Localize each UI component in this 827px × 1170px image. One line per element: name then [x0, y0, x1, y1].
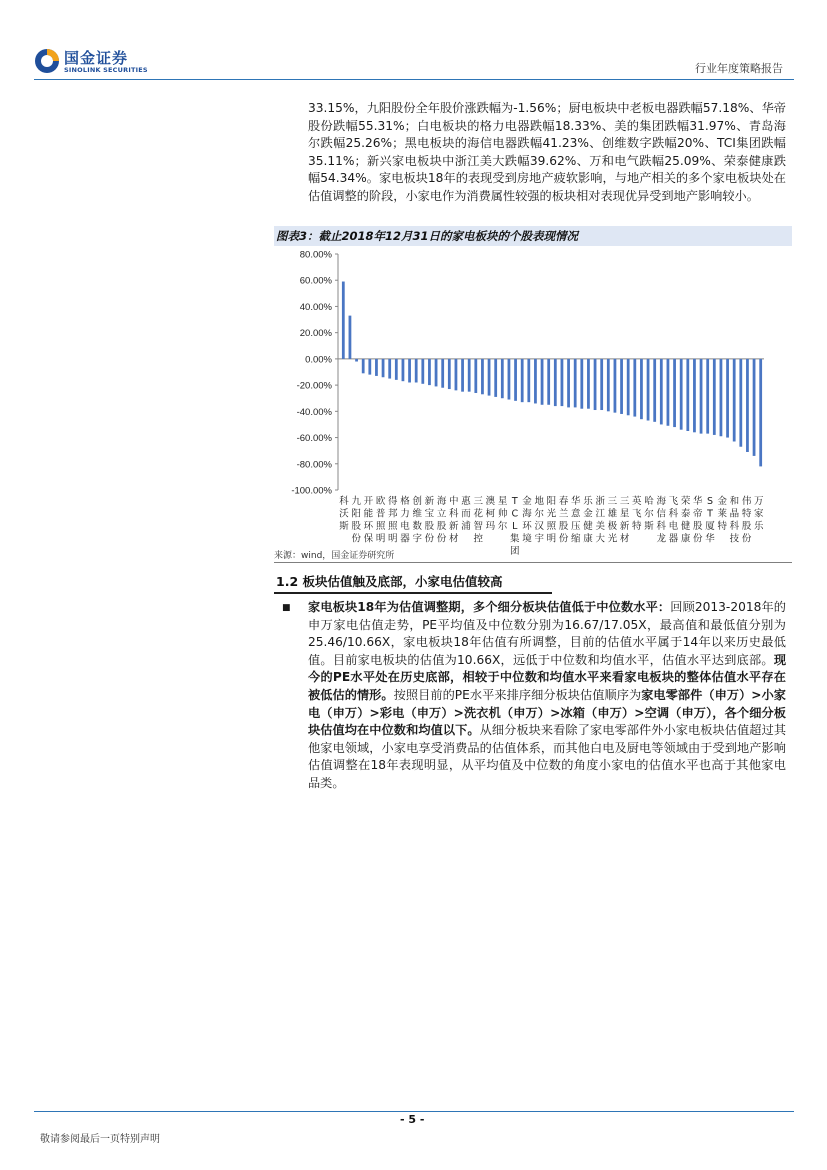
- bar: [501, 359, 504, 398]
- x-tick-label: 华意压缩: [571, 496, 581, 545]
- bar: [746, 359, 749, 452]
- bar: [693, 359, 696, 432]
- x-tick-label: 华帝股份: [693, 496, 703, 545]
- y-tick-label: -60.00%: [296, 433, 332, 445]
- logo-text-en: SINOLINK SECURITIES: [64, 66, 148, 74]
- x-tick-label: 海信科龙: [656, 496, 666, 545]
- bar: [362, 359, 365, 373]
- y-tick-label: 40.00%: [299, 301, 332, 313]
- x-tick-label: 三花智控: [473, 496, 483, 545]
- bar: [534, 359, 537, 404]
- bar: [368, 359, 371, 375]
- x-tick-label: 惠而浦: [461, 496, 471, 532]
- bar: [342, 282, 345, 359]
- bar: [594, 359, 597, 410]
- p2-text-1: 回顾2013-2018年的申万家电估值走势，PE平均值及中位数分别为16.67/17.05X，最高值和最低值分别为25.46/10.66X，家电板块18年估值有所调整，目前的估值水平属于14年以来历史最低值。目前家电板块的估值为10.66X，远低于中位数和均值水平，估值水平达到底部。: [308, 600, 786, 667]
- x-tick-label: 三星新材: [619, 496, 630, 545]
- bar: [614, 359, 617, 413]
- y-tick-label: -100.00%: [291, 485, 332, 497]
- bar: [653, 359, 656, 422]
- x-tick-label: 阳光照明: [546, 496, 557, 545]
- x-tick-label: T C L 集团: [510, 496, 520, 557]
- section-divider: [274, 562, 792, 563]
- x-tick-label: 格力电器: [400, 496, 410, 545]
- x-tick-label: 得邦照明: [388, 496, 398, 545]
- x-tick-label: 飞科电器: [668, 496, 679, 545]
- bar: [402, 359, 405, 381]
- x-tick-label: 澳柯玛: [485, 496, 496, 532]
- y-tick-label: 60.00%: [299, 275, 332, 287]
- bar: [673, 359, 676, 427]
- bar: [415, 359, 418, 383]
- bar: [461, 359, 464, 392]
- bars: [342, 282, 762, 467]
- bar: [726, 359, 729, 438]
- y-tick-label: -40.00%: [296, 406, 332, 418]
- bar: [633, 359, 636, 417]
- bar: [408, 359, 411, 383]
- bar: [733, 359, 736, 442]
- x-tick-label: 科沃斯: [339, 496, 349, 532]
- bar: [753, 359, 756, 456]
- bar: [713, 359, 716, 435]
- x-tick-label: 新宝股份: [424, 496, 435, 545]
- y-tick-label: 0.00%: [305, 354, 332, 366]
- x-tick-label: 和晶科技: [729, 496, 740, 545]
- bar: [541, 359, 544, 405]
- x-axis-labels: [339, 495, 764, 557]
- bar: [527, 359, 530, 402]
- bar: [448, 359, 451, 389]
- figure-title: 图表3：截止2018年12月31日的家电板块的个股表现情况: [276, 229, 579, 243]
- bar: [388, 359, 391, 379]
- section-title: 1.2 板块估值触及底部，小家电估值较高: [276, 574, 503, 589]
- x-tick-label: 海立股份: [436, 496, 447, 545]
- bar: [508, 359, 511, 400]
- p2-text-3: 从细分板块来看除了家电零部件外小家电板块估值超过其他家电领域，小家电享受消费品的估值体系，而其他白电及厨电等领域由于受到地产影响估值调整在18年表现明显，从平均值及中位数的角度小家电的估值水平也高于其他家电品类。: [308, 723, 787, 790]
- footer-disclaimer: 敬请参阅最后一页特别声明: [40, 1134, 160, 1145]
- bar: [514, 359, 517, 401]
- figure-source: 来源：wind，国金证券研究所: [274, 551, 395, 561]
- bullet-marker: ■: [282, 603, 291, 613]
- page-number: - 5 -: [400, 1113, 425, 1126]
- x-tick-label: 三雄极光: [607, 496, 618, 545]
- bar: [686, 359, 689, 431]
- bar: [395, 359, 398, 380]
- bar: [640, 359, 643, 419]
- bar: [759, 359, 762, 467]
- y-tick-label: -80.00%: [296, 459, 332, 471]
- bar: [561, 359, 564, 406]
- bar: [620, 359, 623, 414]
- x-tick-label: 欧普照明: [375, 496, 386, 545]
- p2-bold-2: 现今的PE水平处在历史底部，相较于中位数和均值水平来看家电板块的整体估值水平存在被低估的情形。: [308, 652, 786, 702]
- x-tick-label: 哈尔斯: [644, 496, 654, 532]
- bar: [706, 359, 709, 434]
- bar: [600, 359, 603, 410]
- bar: [720, 359, 723, 436]
- p2-lead: 家电板块18年为估值调整期，多个细分板块估值低于中位数水平：: [308, 600, 671, 614]
- bar: [667, 359, 670, 426]
- bar: [660, 359, 663, 425]
- bar: [474, 359, 477, 393]
- bar: [607, 359, 610, 411]
- bar: [441, 359, 444, 388]
- bar: [587, 359, 590, 409]
- footer-divider: [34, 1111, 794, 1112]
- bar: [547, 359, 550, 405]
- bar: [521, 359, 524, 402]
- bar: [481, 359, 484, 394]
- x-tick-label: 荣泰健康: [680, 496, 691, 545]
- header-divider: [34, 79, 794, 80]
- logo-text-cn: 国金证券: [64, 49, 129, 67]
- bar: [680, 359, 683, 430]
- sinolink-logo-icon: [34, 48, 60, 74]
- bar: [494, 359, 497, 397]
- bar: [488, 359, 491, 396]
- bar: [554, 359, 557, 406]
- bar: [355, 359, 358, 362]
- bar: [580, 359, 583, 409]
- x-tick-label: 万家乐: [754, 496, 764, 532]
- x-tick-label: 地尔汉宇: [534, 496, 544, 545]
- x-tick-label: 金莱特: [717, 496, 727, 532]
- bar: [739, 359, 742, 447]
- x-tick-label: 浙江美大: [595, 496, 605, 545]
- bar: [455, 359, 458, 390]
- bar: [574, 359, 577, 408]
- bar: [567, 359, 570, 408]
- y-tick-label: 20.00%: [299, 328, 332, 340]
- bar: [468, 359, 471, 392]
- body-paragraph-1: 33.15%，九阳股份全年股价涨跌幅为-1.56%；厨电板块中老板电器跌幅57.18%、华帝股份跌幅55.31%；白电板块的格力电器跌幅18.33%、美的集团跌幅31.97%、青岛海尔跌幅25.26%；黑电板块的海信电器跌幅41.23%、创维数字跌幅20%、TCI集团跌幅35.11%；新兴家电板块中浙江美大跌幅39.62%、万和电气跌幅25.09%、荣泰健康跌幅54.34%。家电板块18年的表现受到房地产疲软影响，与地产相关的多个家电板块处在估值调整的阶段，小家电作为消费属性较强的板块相对表现优异受到地产影响较小。: [308, 101, 786, 203]
- x-tick-label: 开能环保: [363, 496, 374, 545]
- bar: [428, 359, 431, 385]
- p2-bold-3: 家电零部件（申万）>小家电（申万）>彩电（申万）>洗衣机（申万）>冰箱（申万）>空调（申万），各个细分板块估值均在中位数和均值以下。: [308, 687, 786, 738]
- x-tick-label: 星帅尔: [497, 496, 508, 532]
- p2-text-2: 按照目前的PE水平来排序细分板块估值顺序为: [393, 687, 642, 702]
- x-tick-label: S T 厦华: [705, 496, 715, 545]
- bar: [627, 359, 630, 415]
- x-tick-label: 乐金健康: [583, 496, 593, 545]
- bar: [647, 359, 650, 421]
- body-paragraph-2: [308, 599, 786, 793]
- y-tick-label: 80.00%: [299, 249, 332, 261]
- section-title-underline: [274, 592, 552, 594]
- x-tick-label: 英飞特: [632, 496, 642, 532]
- bar: [700, 359, 703, 434]
- bar: [382, 359, 385, 377]
- bar: [349, 316, 352, 359]
- x-tick-label: 创维数字: [412, 496, 422, 545]
- bar: [375, 359, 378, 376]
- bar: [421, 359, 424, 384]
- x-tick-label: 春兰股份: [558, 496, 569, 545]
- x-tick-label: 金海环境: [522, 496, 532, 545]
- bar: [435, 359, 438, 387]
- x-tick-label: 中科新材: [449, 496, 459, 545]
- x-tick-label: 伟特股份: [741, 496, 752, 545]
- x-tick-label: 九阳股份: [351, 496, 361, 545]
- y-tick-label: -20.00%: [296, 380, 332, 392]
- report-type-label: 行业年度策略报告: [695, 62, 783, 75]
